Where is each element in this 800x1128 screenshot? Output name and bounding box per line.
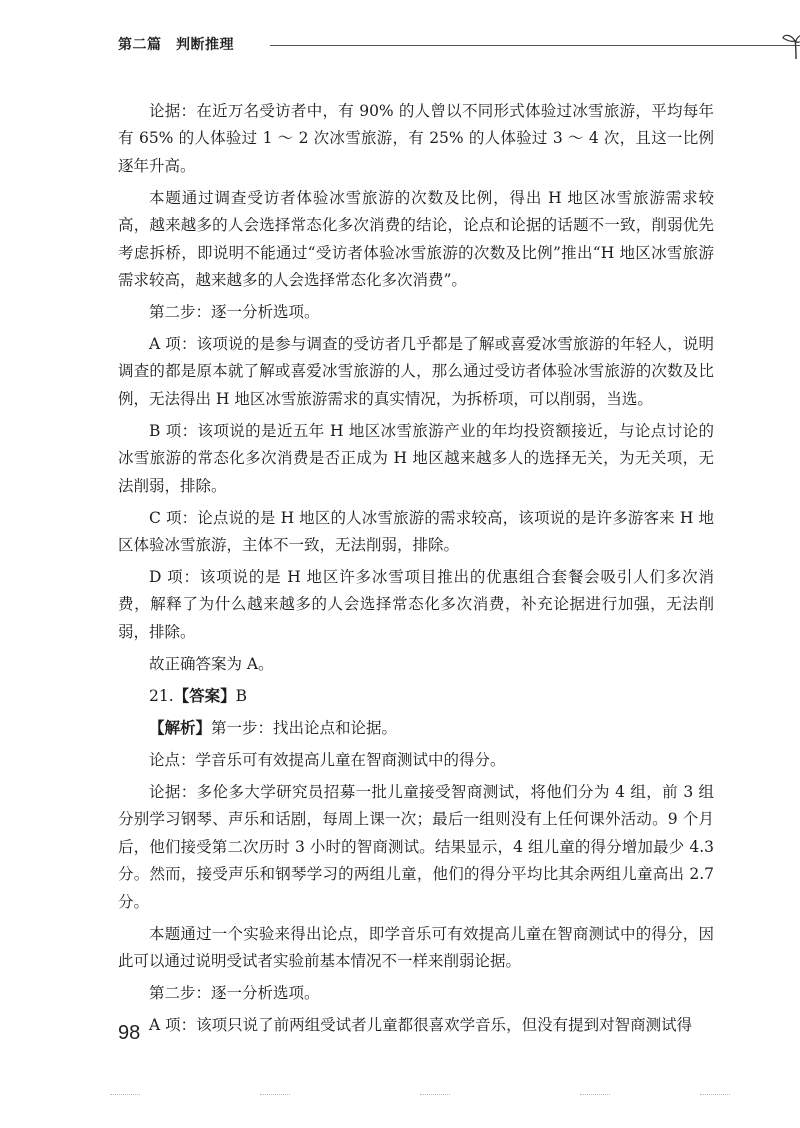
paragraph: D 项：该项说的是 H 地区许多冰雪项目推出的优惠组合套餐会吸引人们多次消费，解释了为什么越来越多的人会选择常态化多次消费，补充论据进行加强，无法削弱，排除。: [118, 568, 714, 641]
scan-mark: [580, 1094, 610, 1099]
paragraph: A 项：该项只说了前两组受试者儿童都很喜欢学音乐，但没有提到对智商测试得: [149, 1015, 693, 1034]
paragraph: 故正确答案为 A。: [149, 654, 274, 673]
scan-mark: [110, 1094, 140, 1099]
page-body: [118, 98, 714, 1044]
paragraph: 本题通过调查受访者体验冰雪旅游的次数及比例，得出 H 地区冰雪旅游需求较高，越来越多的人会选择常态化多次消费的结论，论点和论据的话题不一致，削弱优先考虑拆桥，即说明不能通过“受访者体验冰雪旅游的次数及比例”推出“H 地区冰雪旅游需求较高，越来越多的人会选择常态化多次消费”。: [118, 188, 714, 290]
header-rule: [270, 45, 800, 46]
paragraph: 论据：在近万名受访者中，有 90% 的人曾以不同形式体验过冰雪旅游，平均每年有 65% 的人体验过 1 ～ 2 次冰雪旅游，有 25% 的人体验过 3 ～ 4 次，且这一比例逐年升高。: [118, 102, 714, 175]
scan-mark: [420, 1094, 450, 1099]
answer-value: B: [235, 686, 248, 705]
paragraph: 本题通过一个实验来得出论点，即学音乐可有效提高儿童在智商测试中的得分，因此可以通过说明受试者实验前基本情况不一样来削弱论据。: [118, 924, 714, 970]
scan-mark: [700, 1094, 730, 1099]
paragraph: 第二步：逐一分析选项。: [149, 303, 320, 322]
paragraph: B 项：该项说的是近五年 H 地区冰雪旅游产业的年均投资额接近，与论点讨论的冰雪旅游的常态化多次消费是否正成为 H 地区越来越多人的选择无关，为无关项，无法削弱，排除。: [118, 421, 714, 495]
answer-line: [118, 683, 714, 710]
scan-mark: [260, 1094, 290, 1099]
question-number: 21.: [149, 686, 174, 705]
running-header: [118, 28, 718, 62]
paragraph: 论点：学音乐可有效提高儿童在智商测试中的得分。: [149, 750, 506, 769]
analysis-label: 【解析】: [149, 718, 212, 737]
page-number: 98: [118, 1022, 141, 1044]
paragraph: A 项：该项说的是参与调查的受访者几乎都是了解或喜爱冰雪旅游的年轻人，说明调查的都是原本就了解或喜爱冰雪旅游的人，那么通过受访者体验冰雪旅游的次数及比例，无法得出 H 地区冰雪旅游需求的真实情况，为拆桥项，可以削弱，当选。: [118, 335, 714, 408]
paragraph: 论据：多伦多大学研究员招募一批儿童接受智商测试，将他们分为 4 组，前 3 组分别学习钢琴、声乐和话剧，每周上课一次；最后一组则没有上任何课外活动。9 个月后，他们接受第二次历时 3 小时的智商测试。结果显示，4 组儿童的得分增加最少 4.3 分。然而，接受声乐和钢琴学习的两组儿童，他们的得分平均比其余两组儿童高出 2.7 分。: [118, 782, 714, 911]
section-title: 第二篇 判断推理: [118, 37, 234, 53]
paragraph: 第二步：逐一分析选项。: [149, 983, 320, 1002]
paragraph: C 项：论点说的是 H 地区的人冰雪旅游的需求较高，该项说的是许多游客来 H 地区体验冰雪旅游，主体不一致，无法削弱，排除。: [118, 508, 714, 555]
analysis-text: 第一步：找出论点和论据。: [211, 718, 398, 737]
sprout-icon: [780, 28, 800, 60]
answer-label: 【答案】: [173, 686, 236, 705]
analysis-line: [118, 715, 714, 742]
